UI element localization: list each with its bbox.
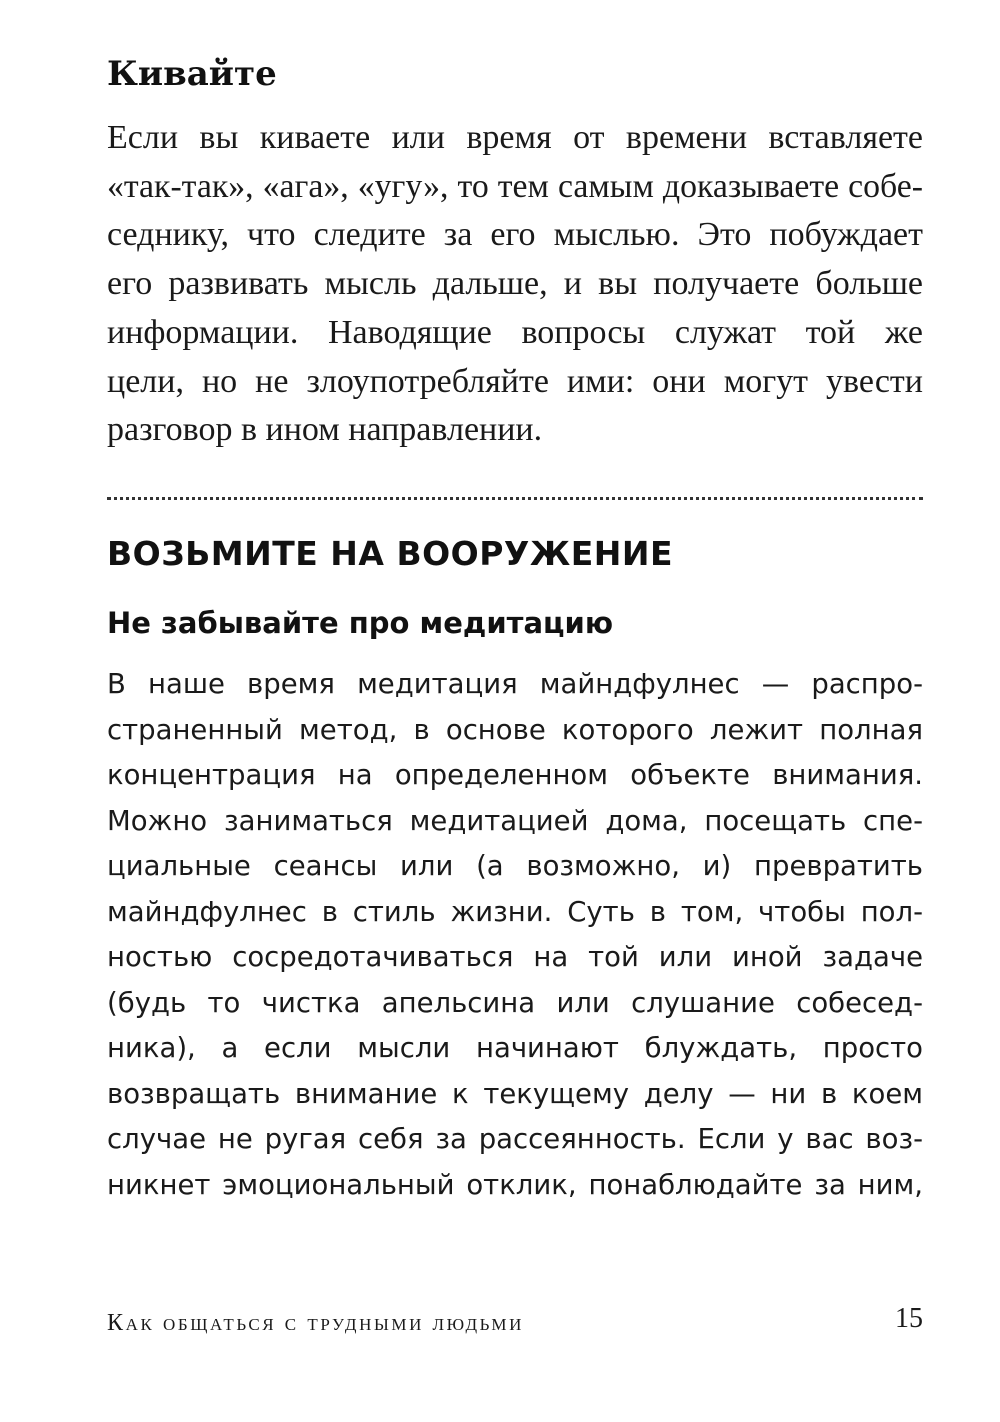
section-title-take-note: ВОЗЬМИТЕ НА ВООРУЖЕНИЕ <box>107 534 674 573</box>
section-heading-nod: Кивайте <box>107 54 277 94</box>
text-line: «так-так», «ага», «угу», то тем самым доказываете собе- <box>107 167 923 205</box>
text-line: никнет эмоциональный отклик, понаблюдайте за ним, <box>107 1168 923 1201</box>
text-line: ника), а если мысли начинают блуждать, просто <box>107 1032 923 1064</box>
paragraph-meditation <box>107 662 923 1208</box>
text-line: его развивать мысль дальше, и вы получаете больше <box>107 265 923 303</box>
text-line: Если вы киваете или время от времени вставляете <box>107 119 923 156</box>
text-line: случае не ругая себя за рассеянность. Если у вас воз- <box>107 1123 923 1155</box>
text-line: концентрация на определенном объекте внимания. <box>107 759 923 791</box>
paragraph-nod <box>107 114 923 455</box>
text-line: Можно заниматься медитацией дома, посещать спе- <box>107 804 923 837</box>
text-line: (будь то чистка апельсина или слушание собесед- <box>107 986 923 1019</box>
text-line: возвращать внимание к текущему делу — ни в коем <box>107 1077 923 1110</box>
dotted-divider <box>107 497 923 500</box>
text-line: седнику, что следите за его мыслью. Это побуждает <box>107 216 923 254</box>
subsection-title-meditation: Не забывайте про медитацию <box>107 606 614 640</box>
text-line: майндфулнес в стиль жизни. Суть в том, чтобы пол- <box>107 895 923 928</box>
text-line: ностью сосредотачиваться на той или иной задаче <box>107 941 923 973</box>
text-line: циальные сеансы или (а возможно, и) превратить <box>107 850 923 882</box>
text-line: страненный метод, в основе которого лежит полная <box>107 713 923 746</box>
running-footer-book-title: Как общаться с трудными людьми <box>107 1310 524 1336</box>
page-number: 15 <box>895 1303 923 1334</box>
text-line: В наше время медитация майндфулнес — распро- <box>107 668 923 700</box>
text-line: цели, но не злоупотребляйте ими: они могут увести <box>107 362 923 400</box>
text-line: информации. Наводящие вопросы служат той же <box>107 313 923 351</box>
text-line: разговор в ином направлении. <box>107 411 543 449</box>
